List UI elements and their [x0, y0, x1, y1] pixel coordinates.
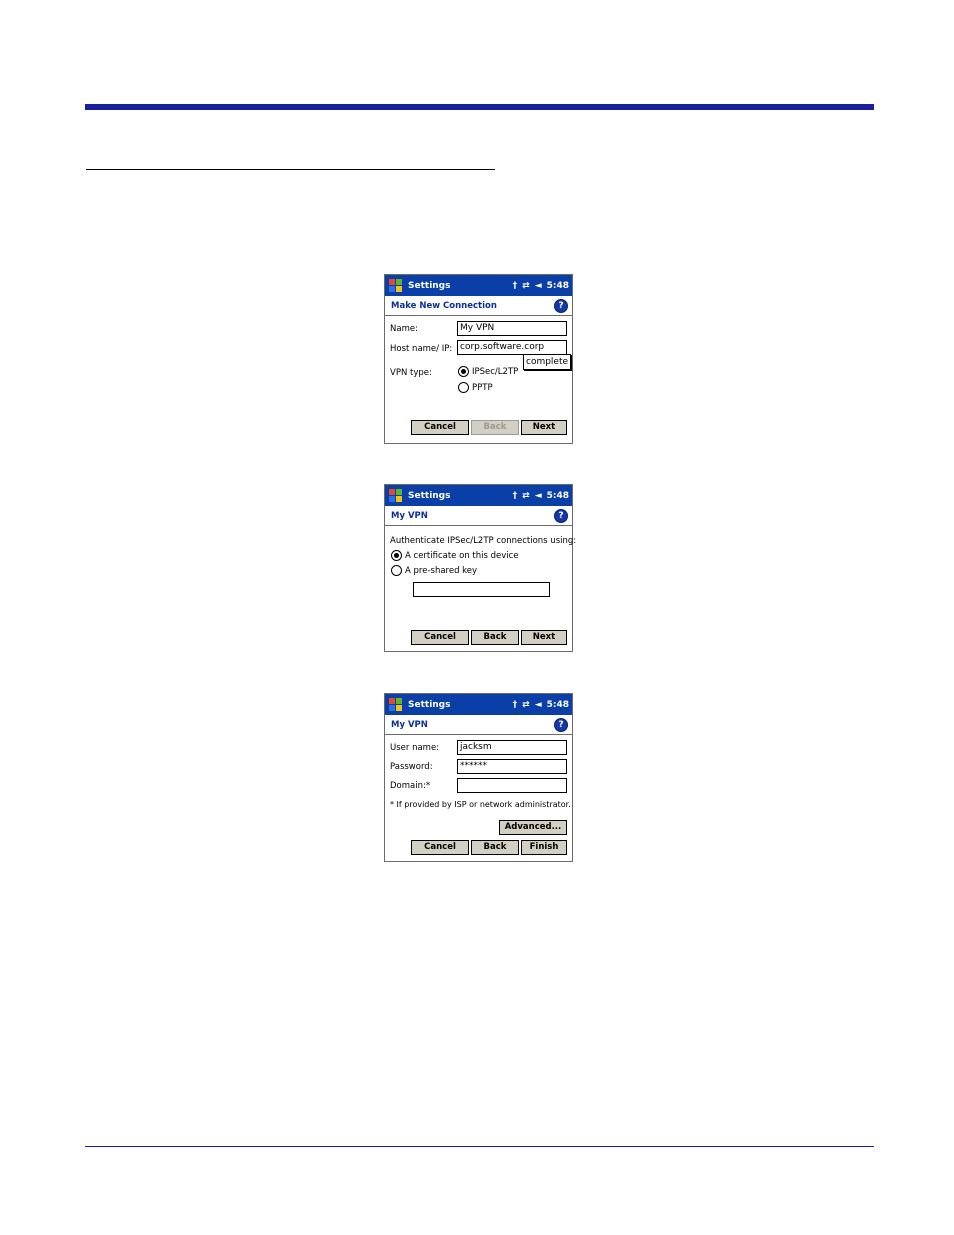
clock[interactable]: 5:48 — [546, 490, 569, 501]
preshared-key-radio[interactable] — [391, 565, 402, 576]
antenna-icon[interactable]: † — [512, 699, 518, 710]
name-input[interactable]: My VPN — [457, 321, 567, 336]
back-button[interactable]: Back — [471, 840, 519, 855]
speaker-icon[interactable]: ◄ — [534, 490, 542, 501]
antenna-icon[interactable]: † — [512, 490, 518, 501]
screenshot-make-new-connection — [384, 274, 573, 444]
host-label: Host name/ IP: — [390, 344, 453, 354]
speaker-icon[interactable]: ◄ — [534, 699, 542, 710]
advanced-button[interactable]: Advanced... — [499, 820, 567, 835]
help-icon[interactable]: ? — [554, 509, 568, 523]
name-label: Name: — [390, 324, 418, 334]
titlebar — [385, 275, 572, 296]
windows-start-icon[interactable] — [388, 488, 404, 503]
back-button[interactable]: Back — [471, 420, 519, 435]
next-button[interactable]: Next — [521, 420, 567, 435]
connectivity-icon[interactable]: ⇄ — [522, 280, 530, 291]
page-heading — [385, 296, 572, 316]
antenna-icon[interactable]: † — [512, 280, 518, 291]
page-heading — [385, 715, 572, 735]
titlebar — [385, 694, 572, 715]
app-title: Settings — [408, 699, 451, 710]
help-icon[interactable]: ? — [554, 299, 568, 313]
preshared-key-label: A pre-shared key — [405, 566, 478, 576]
pptp-label: PPTP — [472, 383, 493, 393]
ipsec-radio[interactable] — [458, 366, 469, 377]
connectivity-icon[interactable]: ⇄ — [522, 699, 530, 710]
page-heading — [385, 506, 572, 526]
next-button[interactable]: Next — [521, 630, 567, 645]
connectivity-icon[interactable]: ⇄ — [522, 490, 530, 501]
ipsec-label: IPSec/L2TP — [472, 367, 519, 377]
section-underline — [86, 169, 495, 170]
page-title: My VPN — [391, 510, 428, 521]
vpn-type-label: VPN type: — [390, 368, 432, 378]
finish-button[interactable]: Finish — [521, 840, 567, 855]
cancel-button[interactable]: Cancel — [411, 840, 469, 855]
preshared-key-input[interactable] — [413, 582, 550, 597]
windows-start-icon[interactable] — [388, 278, 404, 293]
auth-label: Authenticate IPSec/L2TP connections using: — [390, 536, 577, 546]
clock[interactable]: 5:48 — [546, 699, 569, 710]
app-title: Settings — [408, 490, 451, 501]
user-name-label: User name: — [390, 743, 440, 753]
cancel-button[interactable]: Cancel — [411, 420, 469, 435]
domain-input[interactable] — [457, 778, 567, 793]
screenshot-credentials — [384, 693, 573, 862]
password-input[interactable]: ****** — [457, 759, 567, 774]
titlebar — [385, 485, 572, 506]
domain-note: * If provided by ISP or network administrator. — [390, 800, 571, 809]
page-title: Make New Connection — [391, 300, 497, 311]
header-rule — [85, 104, 874, 110]
footer-rule — [85, 1146, 874, 1147]
pptp-radio[interactable] — [458, 382, 469, 393]
screenshot-authentication — [384, 484, 577, 652]
windows-start-icon[interactable] — [388, 697, 404, 712]
speaker-icon[interactable]: ◄ — [534, 280, 542, 291]
host-input[interactable]: corp.software.corp — [457, 340, 567, 355]
domain-label: Domain:* — [390, 781, 431, 791]
user-name-input[interactable]: jacksm — [457, 740, 567, 755]
app-title: Settings — [408, 280, 451, 291]
autocomplete-popup[interactable]: complete — [523, 354, 571, 370]
password-label: Password: — [390, 762, 433, 772]
cancel-button[interactable]: Cancel — [411, 630, 469, 645]
back-button[interactable]: Back — [471, 630, 519, 645]
help-icon[interactable]: ? — [554, 718, 568, 732]
certificate-radio[interactable] — [391, 550, 402, 561]
page-title: My VPN — [391, 719, 428, 730]
clock[interactable]: 5:48 — [546, 280, 569, 291]
certificate-label: A certificate on this device — [405, 551, 519, 561]
